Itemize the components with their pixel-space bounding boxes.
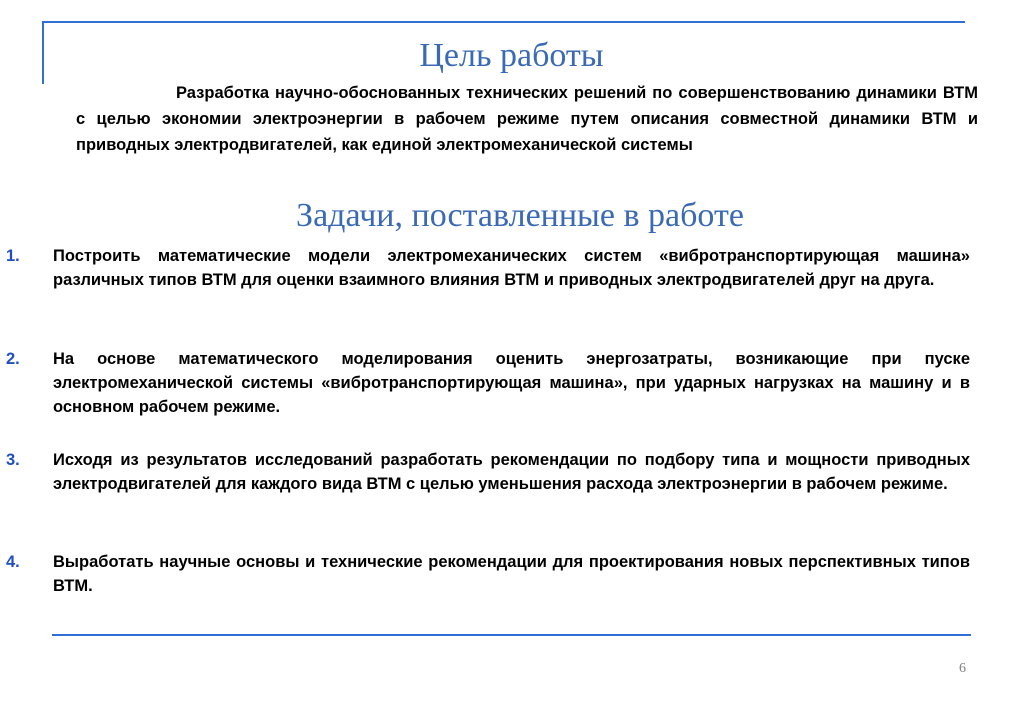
tasks-title: Задачи, поставленные в работе [296, 197, 744, 234]
bottom-divider-line [52, 634, 971, 636]
task-text: На основе математического моделирования оценить энергозатраты, возникающие при пуске электромеханической системы «вибротранспортирующая машина», при ударных нагрузках на машину и в основном рабочем режиме. [53, 350, 970, 416]
task-number: 3. [6, 451, 20, 469]
goal-description: Разработка научно-обоснованных технических решений по совершенствованию динамики ВТМ с целью экономии электроэнергии в рабочем режиме путем описания совместной динамики ВТМ и приводных электродвигателей, как единой электромеханической системы [76, 84, 978, 154]
task-text: Выработать научные основы и технические рекомендации для проектирования новых перспективных типов ВТМ. [53, 553, 970, 595]
task-text: Построить математические модели электромеханических систем «вибротранспортирующая машина» различных типов ВТМ для оценки взаимного влияния ВТМ и приводных электродвигателей друг на друга. [53, 247, 970, 289]
goal-title: Цель работы [419, 37, 604, 74]
task-text: Исходя из результатов исследований разработать рекомендации по подбору типа и мощности приводных электродвигателей для каждого вида ВТМ с целью уменьшения расхода электроэнергии в рабочем режиме. [53, 451, 970, 493]
task-number: 2. [6, 350, 20, 368]
top-divider-line [44, 21, 965, 23]
task-number: 4. [6, 553, 20, 571]
page-number: 6 [959, 661, 966, 676]
task-number: 1. [6, 247, 20, 265]
